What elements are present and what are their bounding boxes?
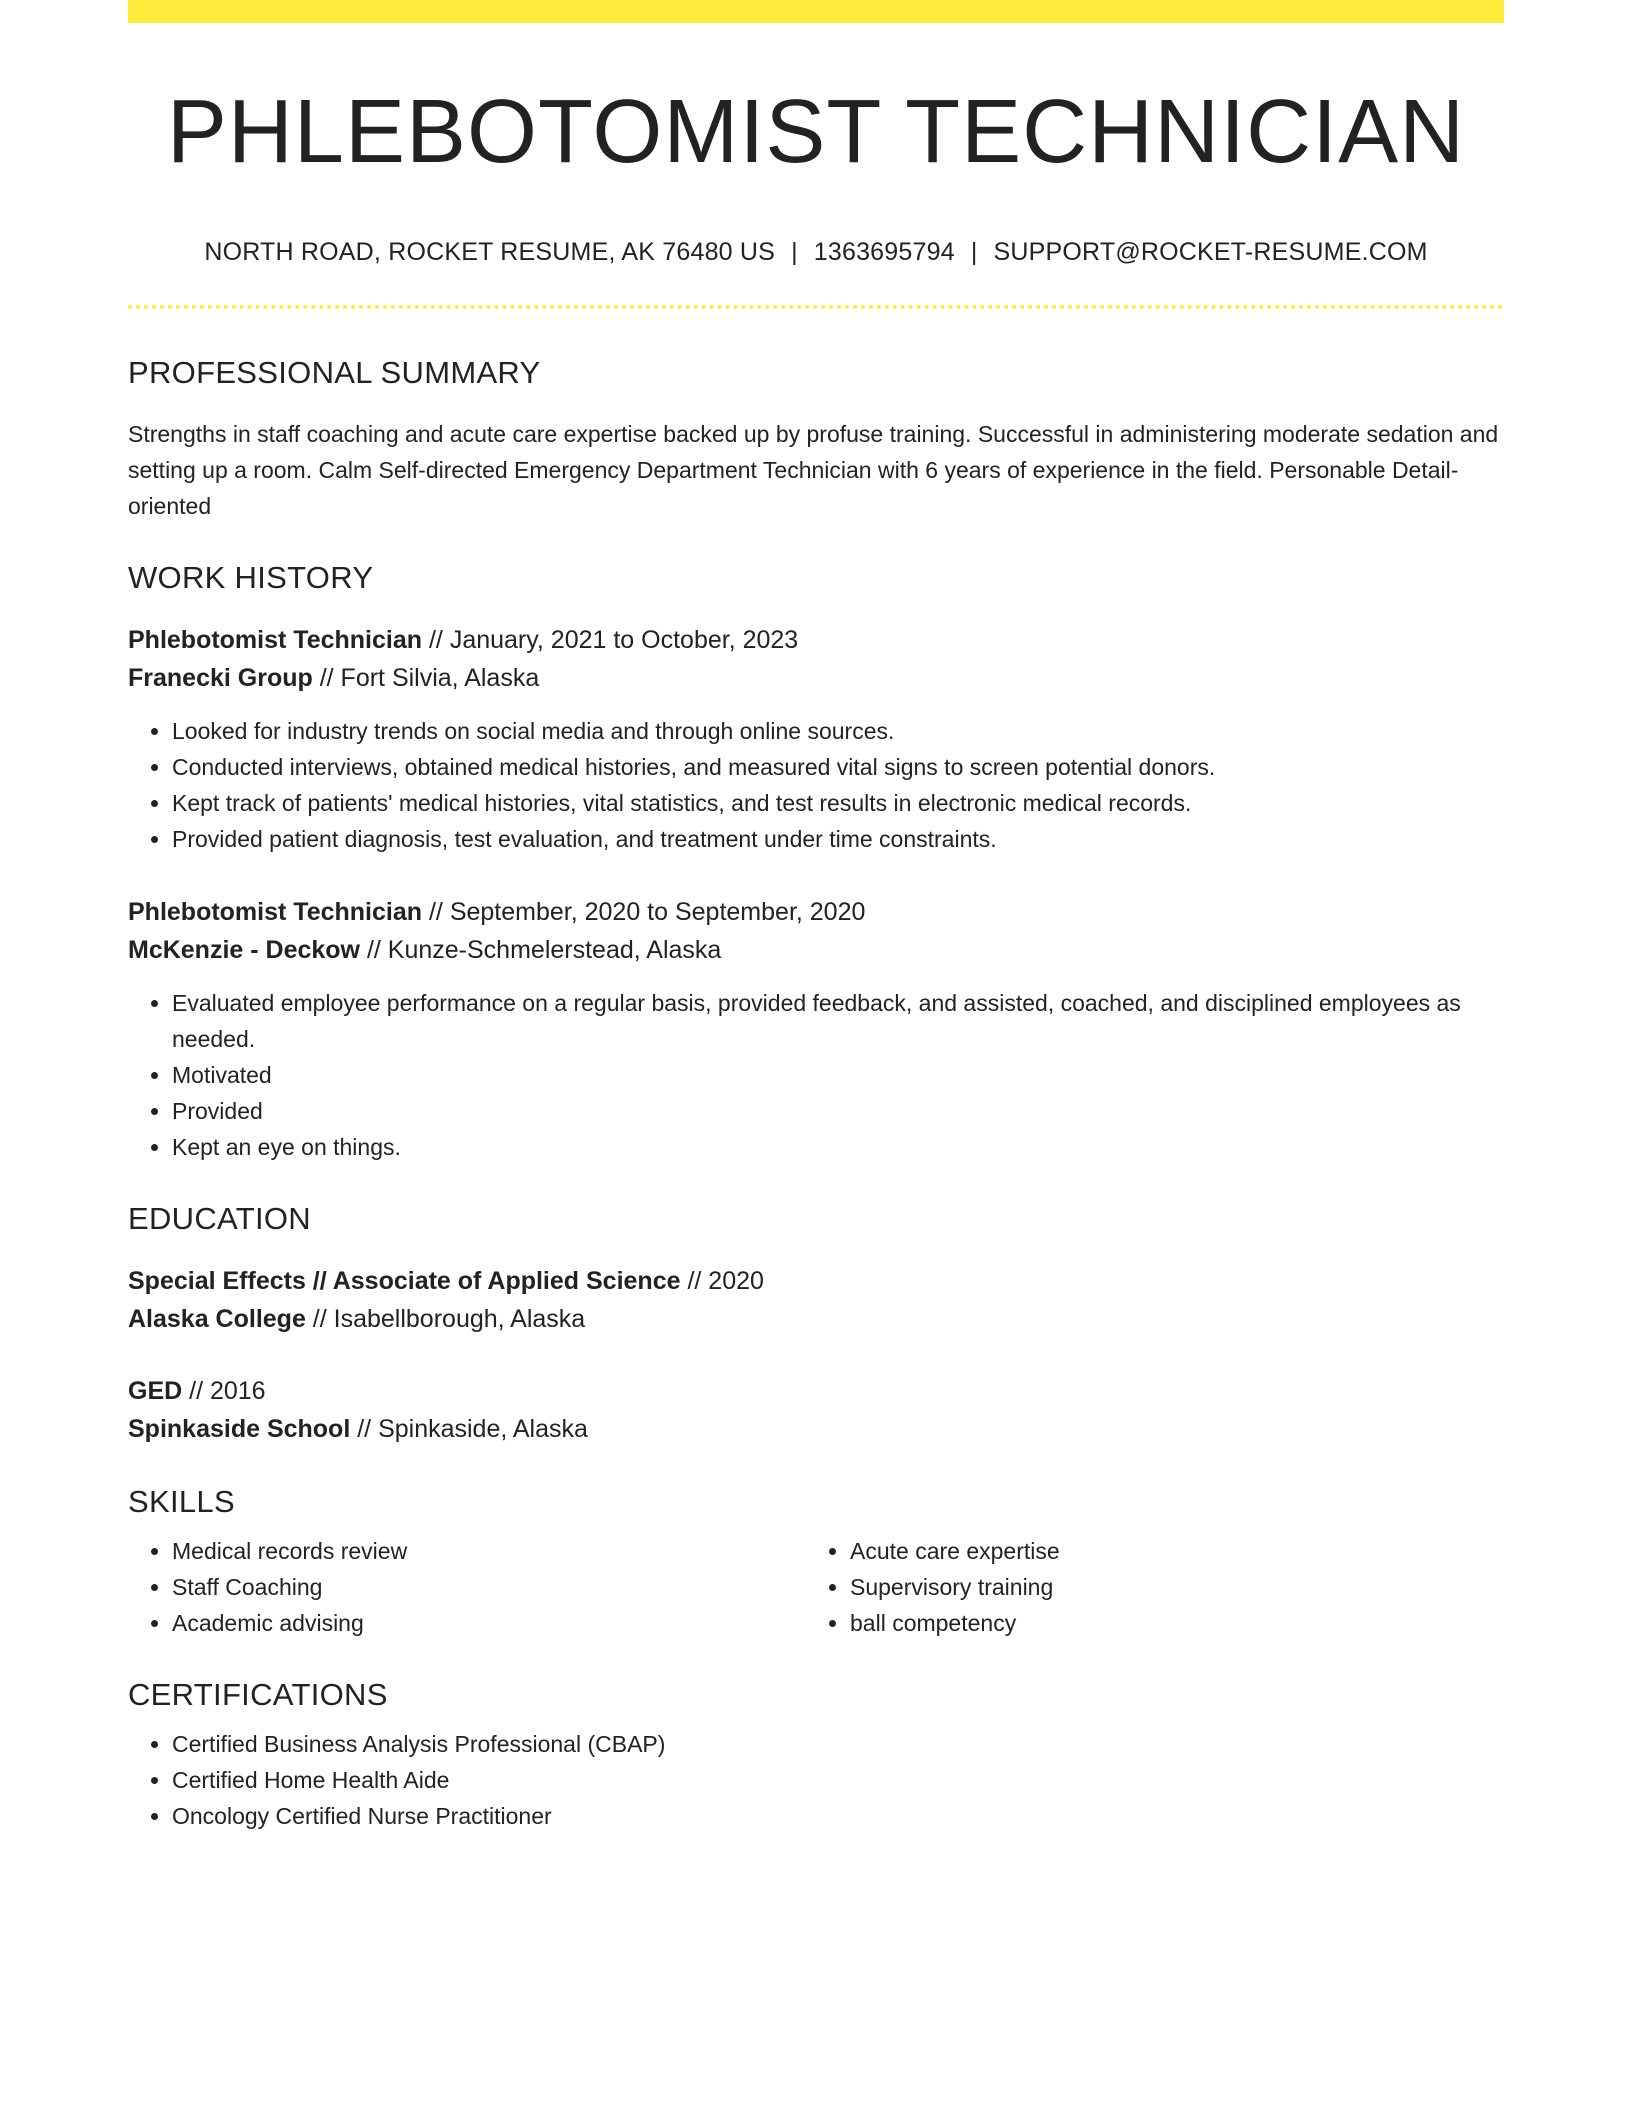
degree: Special Effects // Associate of Applied Science [128, 1267, 681, 1295]
job-dates: // September, 2020 to September, 2020 [422, 898, 866, 926]
degree-line [128, 1262, 1504, 1300]
list-item: • Acute care expertise [850, 1533, 1484, 1569]
list-item: • Motivated [172, 1057, 1504, 1093]
school: Alaska College [128, 1305, 306, 1333]
job-location: // Kunze-Schmelerstead, Alaska [360, 936, 722, 964]
contact-address: NORTH ROAD, ROCKET RESUME, AK 76480 US [204, 238, 776, 266]
school-location: // Isabellborough, Alaska [305, 1305, 586, 1333]
school-line [128, 1300, 1504, 1338]
job-bullets [128, 713, 1504, 857]
job-title-line [128, 893, 1504, 931]
certifications-heading: CERTIFICATIONS [128, 1677, 388, 1712]
list-item: • Certified Business Analysis Professional (CBAP) [172, 1726, 1504, 1762]
dotted-divider [128, 305, 1504, 309]
top-accent-bar [128, 0, 1504, 23]
degree-year: // 2016 [182, 1377, 266, 1405]
skills-grid [128, 1533, 1504, 1641]
list-item: • Academic advising [172, 1605, 806, 1641]
job-company: Franecki Group [128, 664, 313, 692]
work-history-heading: WORK HISTORY [128, 560, 374, 595]
job-company-line [128, 931, 1504, 969]
skills-heading: SKILLS [128, 1484, 235, 1519]
list-item: • ball competency [850, 1605, 1484, 1641]
list-item: • Provided [172, 1093, 1504, 1129]
degree: GED [128, 1377, 183, 1405]
list-item: • Kept track of patients' medical histories, vital statistics, and test results in electronic medical records. [172, 785, 1504, 821]
summary-text: Strengths in staff coaching and acute care expertise backed up by profuse training. Successful in administering moderate sedation and setting up a room. Calm Self-directed Emergency Department Technician with 6 years of experience in the field. Personable Detail-oriented [128, 421, 1499, 519]
list-item: • Supervisory training [850, 1569, 1484, 1605]
school: Spinkaside School [128, 1415, 351, 1443]
skills-column-right [806, 1533, 1484, 1641]
summary-heading: PROFESSIONAL SUMMARY [128, 355, 541, 390]
list-item: • Looked for industry trends on social media and through online sources. [172, 713, 1504, 749]
contact-separator: | [970, 238, 978, 266]
education-entry [128, 1372, 1504, 1448]
list-item: • Kept an eye on things. [172, 1129, 1504, 1165]
contact-separator: | [791, 238, 798, 266]
school-location: // Spinkaside, Alaska [350, 1415, 588, 1443]
job-role: Phlebotomist Technician [128, 898, 423, 926]
contact-phone: 1363695794 [813, 238, 955, 266]
list-item: • Provided patient diagnosis, test evaluation, and treatment under time constraints. [172, 821, 1504, 857]
job-company-line [128, 659, 1504, 697]
list-item: • Oncology Certified Nurse Practitioner [172, 1798, 1504, 1834]
list-item: • Conducted interviews, obtained medical histories, and measured vital signs to screen potential donors. [172, 749, 1504, 785]
degree-line [128, 1372, 1504, 1410]
resume-name: PHLEBOTOMIST TECHNICIAN [166, 82, 1466, 182]
job-entry [128, 621, 1504, 857]
job-title-line [128, 621, 1504, 659]
education-heading: EDUCATION [128, 1201, 311, 1236]
job-dates: // January, 2021 to October, 2023 [422, 626, 799, 654]
job-role: Phlebotomist Technician [128, 626, 423, 654]
job-company: McKenzie - Deckow [128, 936, 361, 964]
certifications-list [128, 1726, 1504, 1834]
contact-email: SUPPORT@ROCKET-RESUME.COM [993, 238, 1428, 266]
contact-line [128, 240, 1504, 265]
list-item: • Staff Coaching [172, 1569, 806, 1605]
degree-year: // 2020 [680, 1267, 764, 1295]
education-entry [128, 1262, 1504, 1338]
list-item: • Evaluated employee performance on a regular basis, provided feedback, and assisted, coached, and disciplined employees as needed. [172, 985, 1504, 1057]
job-location: // Fort Silvia, Alaska [312, 664, 540, 692]
skills-column-left [128, 1533, 806, 1641]
job-bullets [128, 985, 1504, 1165]
school-line [128, 1410, 1504, 1448]
resume-page [128, 0, 1504, 1834]
job-entry [128, 893, 1504, 1165]
list-item: • Certified Home Health Aide [172, 1762, 1504, 1798]
list-item: • Medical records review [172, 1533, 806, 1569]
